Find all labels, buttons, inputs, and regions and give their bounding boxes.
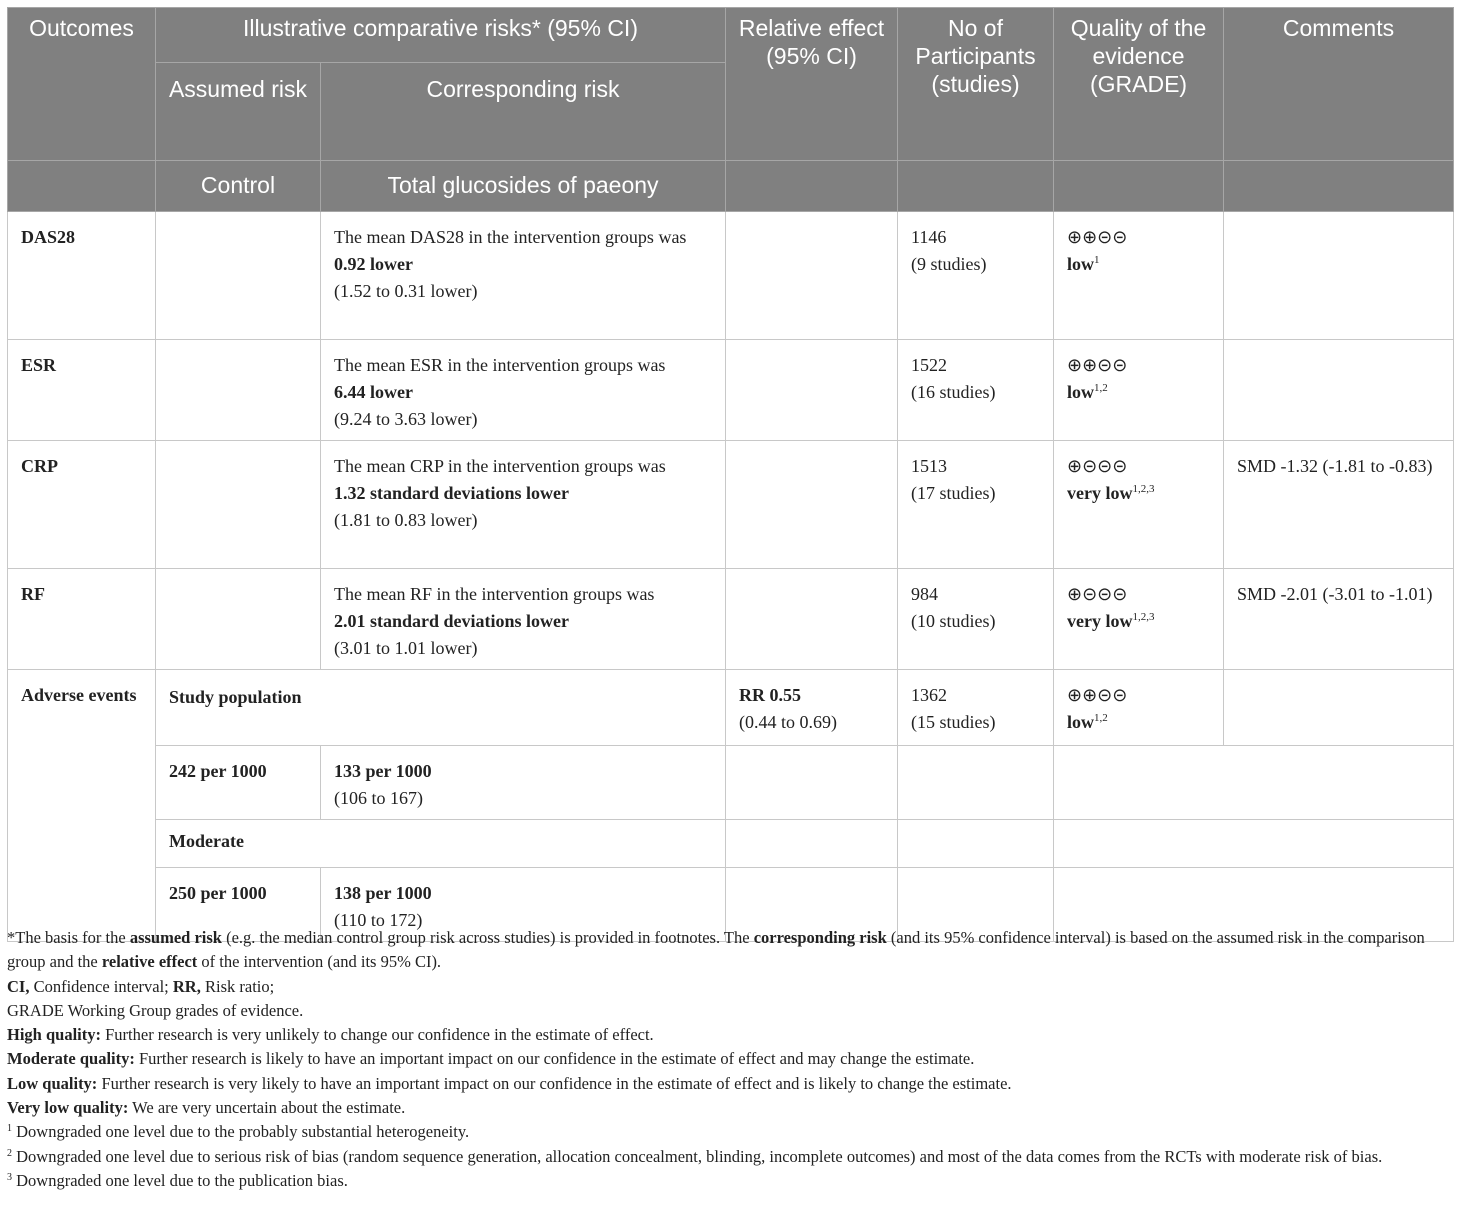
relative-effect-cell [726,670,898,746]
assumed-risk-value: 242 per 1000 [169,761,267,781]
grade-symbols: ⊕⊕⊝⊝ [1067,355,1128,375]
corresponding-risk-cell [321,569,726,670]
relative-effect-value: RR 0.55 [739,685,802,705]
header-blank-comments [1224,161,1454,212]
participants-cell [898,212,1054,340]
relative-effect-cell [726,212,898,340]
participants-cell [898,746,1054,820]
table-row [8,340,1454,441]
outcome-label: Adverse events [21,685,137,705]
assumed-risk-value: 250 per 1000 [169,883,267,903]
quality-cell [1054,569,1224,670]
relative-effect-ci: (0.44 to 0.69) [739,712,838,732]
participants-cell [898,441,1054,569]
header-blank-quality [1054,161,1224,212]
header-assumed-risk: Assumed risk [156,63,321,161]
corresponding-risk-cell [321,746,726,820]
participants-count: 1522 [911,355,948,375]
grade-symbols: ⊕⊝⊝⊝ [1067,584,1128,604]
footnote-low-quality: Low quality: Further research is very likely to have an important impact on our confidence in the estimate of effect and is likely to change the estimate. [7,1073,1012,1093]
header-intervention: Total glucosides of paeony [321,161,726,212]
header-relative-effect: Relative effect (95% CI) [726,8,898,161]
outcome-cell [8,569,156,670]
header-control: Control [156,161,321,212]
participants-count: 984 [911,584,939,604]
quality-comments-cell [1054,746,1454,820]
footnote-high-quality: High quality: Further research is very unlikely to change our confidence in the estimate of effect. [7,1025,654,1045]
header-corresponding-risk: Corresponding risk [321,63,726,161]
relative-effect-cell [726,340,898,441]
studies-count: (17 studies) [911,483,996,503]
footnote-2: $^2$ Downgraded one level due to serious risk of bias (random sequence generation, allocation concealment, blinding, incomplete outcomes) and most of the data comes from the RCTs with moderate risk of bias. [7,1146,1383,1166]
risk-estimate: 1.32 standard deviations lower [334,483,570,503]
footnote-abbreviations: CI, Confidence interval; RR, Risk ratio; [7,976,275,996]
risk-text: The mean ESR in the intervention groups was [334,355,666,375]
risk-ci: (1.52 to 0.31 lower) [334,281,478,301]
studies-count: (16 studies) [911,382,996,402]
table-row [8,212,1454,340]
grade-label: low [1067,254,1095,274]
corresponding-risk-cell [321,212,726,340]
grade-footnote-ref: 1,2 [1094,712,1108,724]
participants-count: 1513 [911,456,948,476]
moderate-label: Moderate [169,831,244,851]
assumed-risk-cell [156,746,321,820]
corresponding-risk-ci: (110 to 172) [334,910,423,930]
grade-label: very low [1067,483,1133,503]
grade-label: low [1067,712,1095,732]
outcome-cell [8,340,156,441]
studies-count: (10 studies) [911,611,996,631]
outcome-cell [8,441,156,569]
assumed-risk-cell [156,569,321,670]
header-comments: Comments [1224,8,1454,161]
quality-cell [1054,670,1224,746]
participants-count: 1362 [911,685,948,705]
moderate-cell [156,820,726,868]
header-blank-outcomes [8,161,156,212]
table-row [8,746,1454,820]
table-row [8,820,1454,868]
comments-cell [1224,340,1454,441]
header-outcomes: Outcomes [8,8,156,161]
study-population-cell [156,670,726,746]
participants-cell [898,569,1054,670]
study-population-label: Study population [169,687,302,707]
risk-estimate: 6.44 lower [334,382,413,402]
grade-symbols: ⊕⊕⊝⊝ [1067,685,1128,705]
risk-ci: (1.81 to 0.83 lower) [334,510,478,530]
grade-footnote-ref: 1,2 [1094,382,1108,394]
corresponding-risk-ci: (106 to 167) [334,788,423,808]
risk-estimate: 2.01 standard deviations lower [334,611,570,631]
quality-cell [1054,212,1224,340]
risk-estimate: 0.92 lower [334,254,413,274]
quality-cell [1054,441,1224,569]
relative-effect-cell [726,569,898,670]
risk-text: The mean DAS28 in the intervention groups was [334,227,687,247]
corresponding-risk-value: 133 per 1000 [334,761,432,781]
participants-cell [898,340,1054,441]
summary-of-findings-table-container [7,7,1453,942]
assumed-risk-cell [156,212,321,340]
table-footnotes [7,926,1453,1193]
outcome-label: ESR [21,355,57,375]
comments-cell: SMD -2.01 (-3.01 to -1.01) [1224,569,1454,670]
table-header [8,8,1454,212]
table-body [8,212,1454,942]
corresponding-risk-cell [321,340,726,441]
outcome-cell [8,670,156,942]
table-row [8,441,1454,569]
relative-effect-cell [726,820,898,868]
grade-footnote-ref: 1 [1094,254,1100,266]
risk-text: The mean CRP in the intervention groups was [334,456,666,476]
studies-count: (15 studies) [911,712,996,732]
outcome-cell [8,212,156,340]
grade-symbols: ⊕⊝⊝⊝ [1067,456,1128,476]
summary-of-findings-table [7,7,1454,942]
comments-cell: SMD -1.32 (-1.81 to -0.83) [1224,441,1454,569]
header-blank-effect [726,161,898,212]
relative-effect-cell [726,746,898,820]
footnote-very-low-quality: Very low quality: We are very uncertain about the estimate. [7,1098,406,1118]
footnote-1: $^1$ Downgraded one level due to the probably substantial heterogeneity. [7,1122,470,1142]
relative-effect-cell [726,441,898,569]
risk-ci: (9.24 to 3.63 lower) [334,409,478,429]
corresponding-risk-cell [321,441,726,569]
participants-cell [898,820,1054,868]
outcome-label: CRP [21,456,58,476]
grade-label: low [1067,382,1095,402]
grade-label: very low [1067,611,1133,631]
assumed-risk-cell [156,441,321,569]
grade-footnote-ref: 1,2,3 [1132,483,1155,495]
table-row [8,569,1454,670]
header-risks-group: Illustrative comparative risks* (95% CI) [156,8,726,63]
grade-symbols: ⊕⊕⊝⊝ [1067,227,1128,247]
comments-cell [1224,670,1454,746]
footnote-grade-groups: GRADE Working Group grades of evidence. [7,1000,304,1020]
risk-ci: (3.01 to 1.01 lower) [334,638,478,658]
comments-cell [1224,212,1454,340]
quality-comments-cell [1054,820,1454,868]
header-quality: Quality of the evidence (GRADE) [1054,8,1224,161]
risk-text: The mean RF in the intervention groups was [334,584,655,604]
header-participants: No of Participants (studies) [898,8,1054,161]
footnote-3: $^3$ Downgraded one level due to the publication bias. [7,1170,348,1190]
outcome-label: DAS28 [21,227,76,247]
table-row [8,670,1454,746]
grade-footnote-ref: 1,2,3 [1132,611,1155,623]
corresponding-risk-value: 138 per 1000 [334,883,432,903]
studies-count: (9 studies) [911,254,987,274]
quality-cell [1054,340,1224,441]
participants-cell [898,670,1054,746]
footnote-basis: *The basis for the assumed risk (e.g. the median control group risk across studies) is provided in footnotes. The corresponding risk (and its 95% confidence interval) is based on the assumed risk in the comparison group and the relative effect of the intervention (and its 95% CI). [7,928,1425,972]
header-blank-participants [898,161,1054,212]
footnote-moderate-quality: Moderate quality: Further research is likely to have an important impact on our confidence in the estimate of effect and may change the estimate. [7,1049,975,1069]
outcome-label: RF [21,584,45,604]
assumed-risk-cell [156,340,321,441]
participants-count: 1146 [911,227,947,247]
